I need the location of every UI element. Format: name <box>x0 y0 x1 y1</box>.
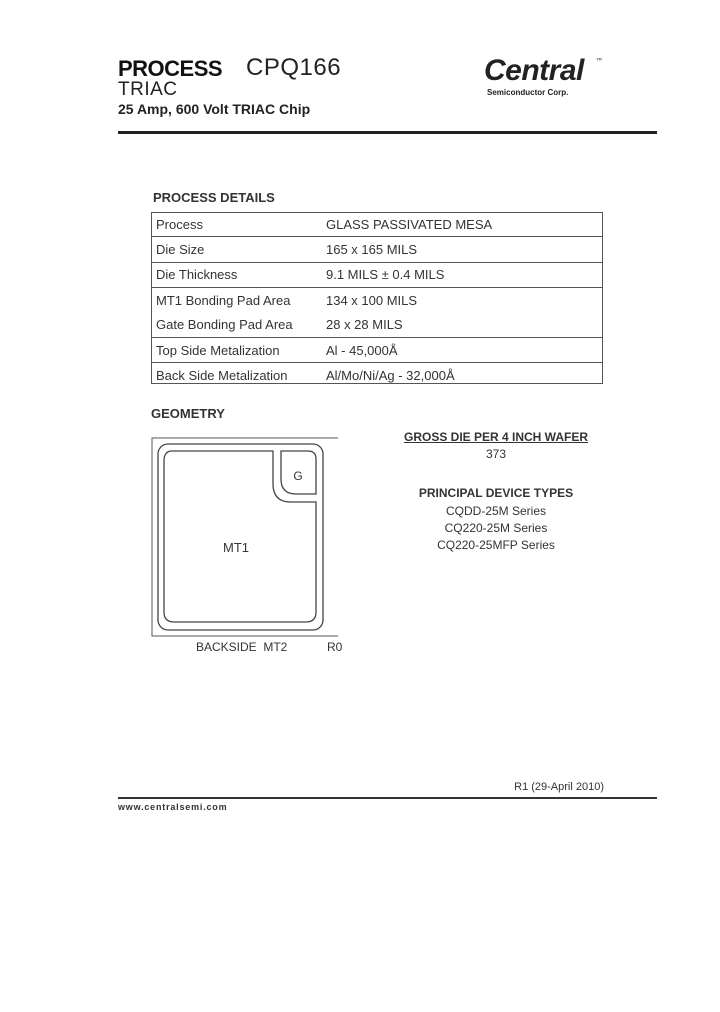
row-value: 9.1 MILS ± 0.4 MILS <box>326 262 603 287</box>
gross-die-title: GROSS DIE PER 4 INCH WAFER <box>403 430 589 444</box>
row-value: 134 x 100 MILS <box>326 292 418 308</box>
list-item: CQ220-25MFP Series <box>437 538 555 552</box>
gross-die-value: 373 <box>485 447 507 461</box>
die-outline <box>152 438 338 636</box>
list-item: CQ220-25M Series <box>444 521 548 535</box>
gate-label: G <box>293 469 303 483</box>
row-label: Back Side Metalization <box>156 368 288 384</box>
revision-mark: R0 <box>327 640 343 654</box>
process-label: PROCESS <box>118 56 223 81</box>
mt1-label: MT1 <box>223 540 249 555</box>
die-layout-drawing <box>148 432 348 642</box>
row-value: Al/Mo/Ni/Ag - 32,000Å <box>326 368 455 384</box>
row-label: Top Side Metalization <box>151 337 326 362</box>
row-value: GLASS PASSIVATED MESA <box>326 212 603 237</box>
device-description: 25 Amp, 600 Volt TRIAC Chip <box>118 101 311 117</box>
backside-label: BACKSIDE MT2 <box>196 640 288 654</box>
row-label: MT1 Bonding Pad Area <box>156 292 291 308</box>
device-types-title: PRINCIPAL DEVICE TYPES <box>418 486 574 500</box>
row-label: Die Thickness <box>151 262 326 287</box>
row-value: 28 x 28 MILS <box>326 313 603 338</box>
logo-main-text: Central <box>484 54 584 87</box>
row-label: Gate Bonding Pad Area <box>151 313 326 338</box>
process-details-title: PROCESS DETAILS <box>153 190 275 205</box>
device-types-list <box>366 503 626 554</box>
device-type: TRIAC <box>118 79 178 100</box>
header-divider <box>118 131 657 134</box>
row-label: Process <box>151 212 326 237</box>
row-label: Die Size <box>151 237 326 262</box>
website-link[interactable]: www.centralsemi.com <box>118 802 228 812</box>
list-item: CQDD-25M Series <box>445 504 547 518</box>
geometry-title: GEOMETRY <box>151 406 225 421</box>
row-value: Al - 45,000Å <box>326 337 603 362</box>
process-details-frame <box>151 212 603 384</box>
logo-trademark: ™ <box>596 58 602 64</box>
part-number: CPQ166 <box>246 54 342 81</box>
logo-subtitle: Semiconductor Corp. <box>487 88 569 97</box>
row-value: 165 x 165 MILS <box>326 237 603 262</box>
footer-divider <box>118 797 657 799</box>
document-revision: R1 (29-April 2010) <box>514 781 604 793</box>
